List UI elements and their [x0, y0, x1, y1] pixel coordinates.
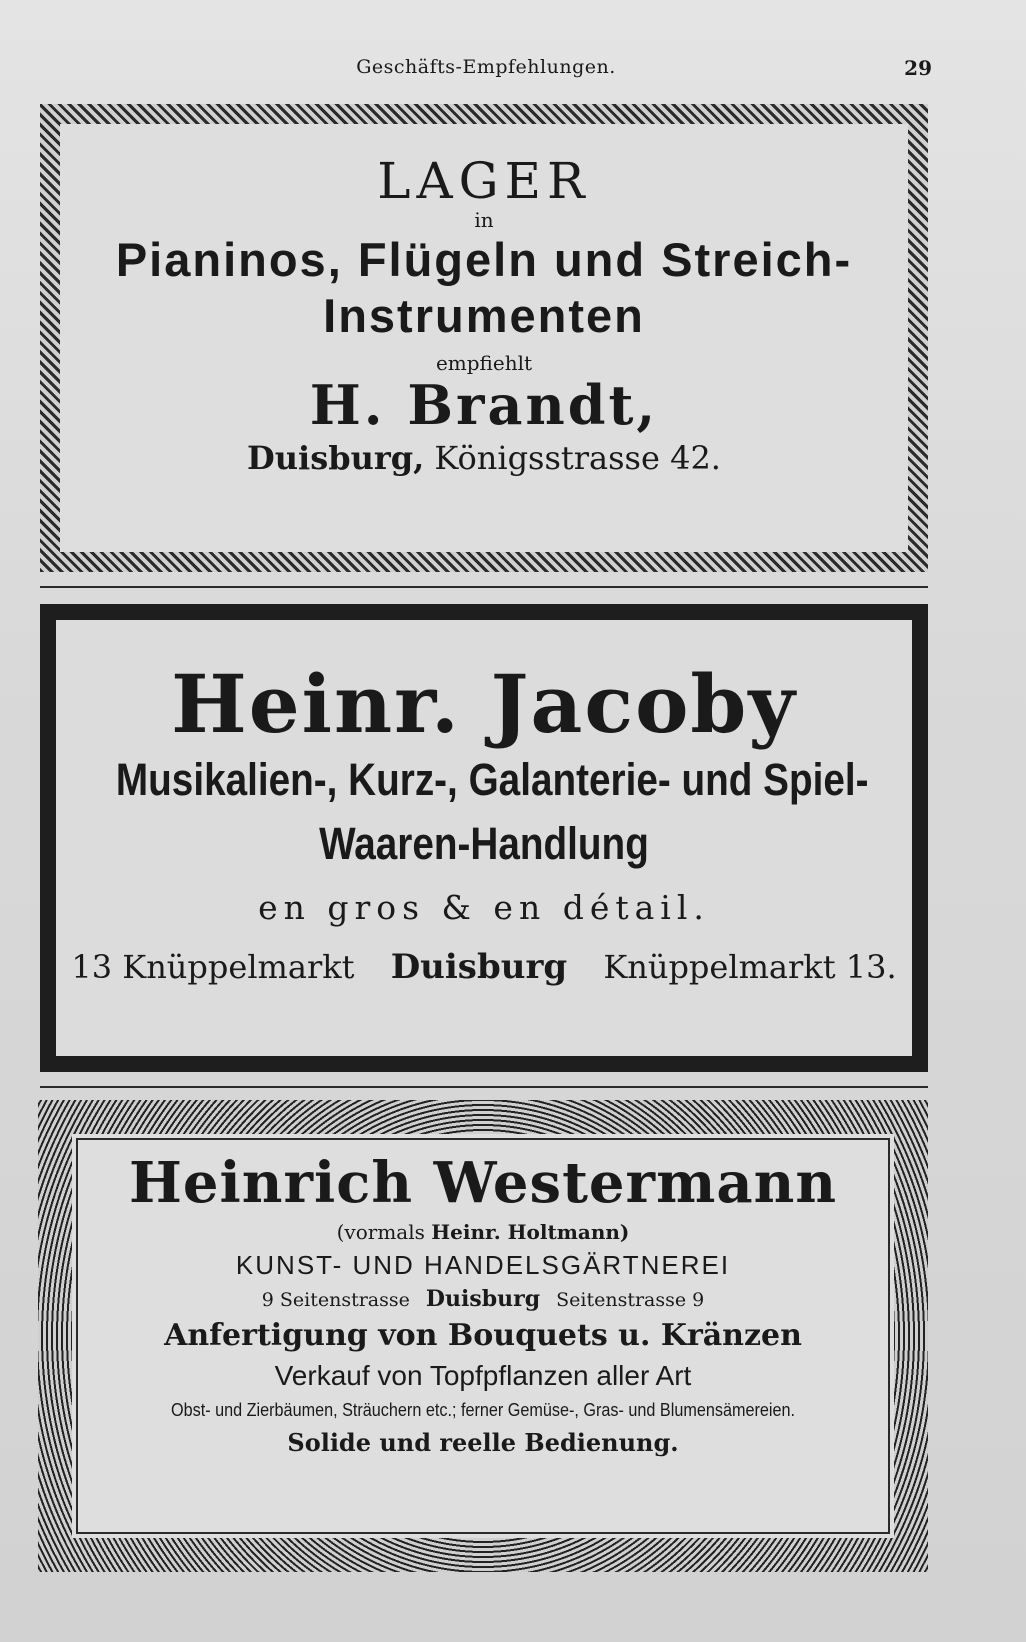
ad-jacoby-trade: en gros & en détail. — [258, 888, 710, 927]
ad-jacoby-address-left: 13 Knüppelmarkt — [71, 948, 355, 986]
ad-jacoby-address-right: Knüppelmarkt 13. — [603, 948, 897, 986]
divider-rule — [40, 586, 928, 588]
ad-brandt-products-line2: Instrumenten — [323, 289, 645, 342]
divider-rule — [40, 1086, 928, 1088]
ad-jacoby-business-line1: Musikalien-, Kurz-, Galanterie- und Spiel- — [115, 754, 869, 805]
ad-westermann-address-right: Seitenstrasse 9 — [556, 1289, 705, 1311]
ad-westermann-address-left: 9 Seitenstrasse — [261, 1289, 410, 1311]
ad-westermann-sale: Verkauf von Topfpflanzen aller Art — [274, 1360, 692, 1391]
ad-westermann-city: Duisburg — [425, 1286, 541, 1312]
ad-brandt-products-line1: Pianinos, Flügeln und Streich- — [115, 233, 853, 286]
page-title: Geschäfts-Empfehlungen. — [356, 56, 616, 78]
ad-brandt-name: H. Brandt, — [309, 373, 659, 437]
ad-westermann-formerly-name: Heinr. Holtmann) — [431, 1220, 630, 1244]
ad-jacoby-address — [56, 944, 912, 990]
ad-brandt-city: Duisburg, — [247, 439, 425, 477]
ad-jacoby-name: Heinr. Jacoby — [171, 657, 797, 751]
ad-westermann-service: Anfertigung von Bouquets u. Kränzen — [164, 1318, 802, 1353]
ad-jacoby-business-line2: Waaren-Handlung — [319, 818, 649, 869]
page-header — [40, 56, 932, 86]
advertisement-westermann — [38, 1100, 928, 1572]
ad-brandt-heading: LAGER — [377, 152, 591, 210]
ad-westermann-assortment: Obst- und Zierbäumen, Sträuchern etc.; ferner Gemüse-, Gras- und Blumensämereien. — [171, 1400, 795, 1420]
ad-brandt-street: Königsstrasse 42. — [434, 439, 721, 477]
ad-brandt-address — [60, 438, 908, 478]
ad-westermann-slogan: Solide und reelle Bedienung. — [287, 1428, 679, 1457]
advertisement-brandt — [40, 104, 928, 572]
page-number: 29 — [904, 56, 932, 80]
ad-jacoby-city: Duisburg — [390, 947, 568, 987]
ad-westermann-formerly-prefix: (vormals — [336, 1220, 425, 1244]
ad-brandt-connector: in — [474, 208, 494, 232]
ad-brandt-recommends: empfiehlt — [435, 351, 533, 375]
ad-westermann-business: KUNST- UND HANDELSGÄRTNEREI — [235, 1250, 731, 1280]
advertisement-jacoby — [40, 604, 928, 1072]
ad-westermann-inner-frame — [76, 1138, 890, 1534]
ad-westermann-name: Heinrich Westermann — [128, 1150, 838, 1216]
